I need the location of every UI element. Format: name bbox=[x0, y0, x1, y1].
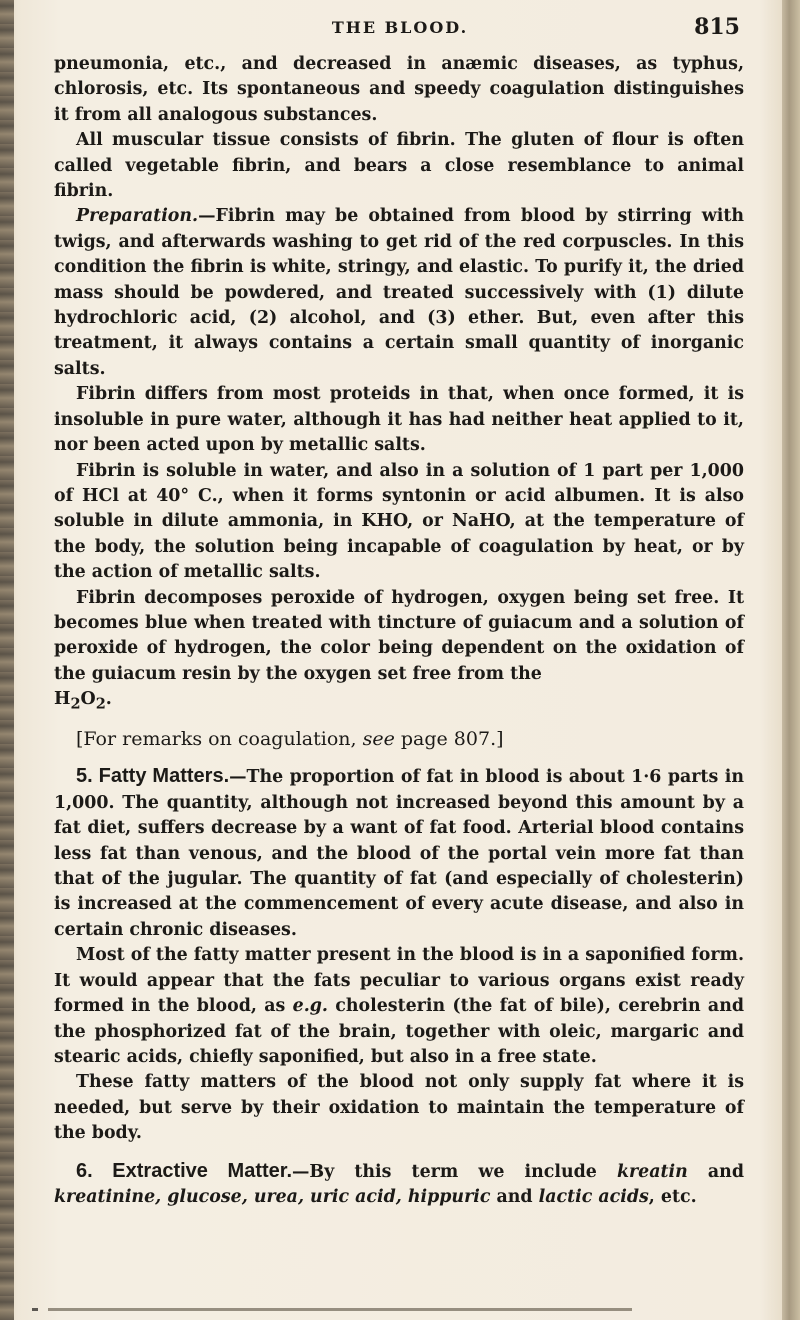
paragraph-text: —The proportion of fat in blood is about 1·6 parts in 1,000. The quantity, although not increased beyond this amount by a fat diet, suffers decrease by a want of fat food. Arterial blood contains less fat than venous, and the blood of the portal vein more fat than that of the jugular. The quantity of fat (and especially of cholesterin) is increased at the commencement of every acute disease, and also in certain chronic diseases. bbox=[54, 767, 744, 940]
paragraph bbox=[54, 943, 744, 1070]
paragraph-text: , etc. bbox=[648, 1186, 697, 1207]
formula-sub: 2 bbox=[95, 695, 106, 713]
paragraph bbox=[54, 52, 744, 128]
ref-text: [For remarks on coagulation, bbox=[76, 728, 363, 751]
preparation-lead: Preparation. bbox=[76, 206, 199, 227]
paragraph-text: and bbox=[490, 1186, 539, 1207]
formula-o: O bbox=[80, 689, 96, 710]
paragraph-text: Fibrin decomposes peroxide of hydrogen, oxygen being set free. It becomes blue when treated with tincture of guiacum and a solution of peroxide of hydrogen, the color being dependent on the oxidation of the guiacum resin by the oxygen set free from the bbox=[54, 587, 744, 684]
paragraph-text: Fibrin is soluble in water, and also in a solution of 1 part per 1,000 of HCl at 40° C., when it forms syntonin or acid albumen. It is also soluble in dilute ammonia, in KHO, or NaHO, at the temperature of the body, the solution being incapable of coagulation by heat, or by the action of metallic salts. bbox=[54, 460, 744, 583]
formula-sub: 2 bbox=[70, 695, 81, 713]
formula-h: H bbox=[54, 689, 71, 710]
term-list: kreatinine, glucose, urea, uric acid, hippuric bbox=[54, 1186, 491, 1207]
body-text bbox=[54, 52, 744, 1210]
paragraph bbox=[54, 459, 744, 586]
term-kreatin: kreatin bbox=[616, 1161, 688, 1182]
chemical-formula bbox=[54, 687, 744, 717]
paragraph bbox=[54, 1070, 744, 1146]
formula-end: . bbox=[105, 689, 112, 710]
term-lactic-acids: lactic acids bbox=[538, 1186, 649, 1207]
ref-text: page 807.] bbox=[394, 728, 504, 751]
paragraph bbox=[54, 586, 744, 688]
paragraph-text: —By this term we include bbox=[292, 1161, 617, 1182]
page-bottom-edge bbox=[32, 1308, 632, 1311]
page-number: 815 bbox=[694, 14, 740, 40]
paragraph-text: Fibrin differs from most proteids in that, when once formed, it is insoluble in pure water, although it has had neither heat applied to it, nor been acted upon by metallic salts. bbox=[54, 384, 744, 456]
paragraph-text: Most of the fatty matter present in the blood is in a saponified form. It would appear that the fats peculiar to various organs exist ready formed in the blood, as bbox=[54, 945, 744, 1017]
right-page-edge bbox=[782, 0, 800, 1320]
eg-abbrev: e.g. bbox=[292, 996, 328, 1017]
paragraph-text: cholesterin (the fat of bile), cerebrin and the phosphorized fat of the brain, together with oleic, margaric and stearic acids, chiefly saponified, but also in a free state. bbox=[54, 996, 745, 1067]
paragraph bbox=[54, 128, 744, 204]
paragraph bbox=[54, 382, 744, 458]
paragraph-preparation bbox=[54, 204, 744, 382]
ref-see: see bbox=[362, 728, 395, 751]
section-fatty-matters bbox=[54, 764, 744, 943]
paragraph-text: All muscular tissue consists of fibrin. The gluten of flour is often called vegetable fibrin, and bears a close resemblance to animal fibrin. bbox=[54, 130, 744, 202]
paragraph-text: and bbox=[687, 1161, 744, 1182]
running-head: THE BLOOD. bbox=[331, 18, 469, 37]
paragraph-text: These fatty matters of the blood not only supply fat where it is needed, but serve by their oxidation to maintain the temperature of the body. bbox=[54, 1072, 744, 1144]
cross-reference bbox=[54, 727, 744, 752]
paragraph-text: pneumonia, etc., and decreased in anæmic diseases, as typhus, chlorosis, etc. Its spontaneous and speedy coagulation distinguishes it from all analogous substances. bbox=[54, 54, 744, 125]
paragraph-text: —Fibrin may be obtained from blood by stirring with twigs, and afterwards washing to get rid of the red corpuscles. In this condition the fibrin is white, stringy, and elastic. To purify it, the dried mass should be powdered, and treated successively with (1) dilute hydrochloric acid, (2) alcohol, and (3) ether. But, even after this treatment, it always contains a certain small quantity of inorganic salts. bbox=[54, 206, 744, 379]
section-heading: 6. Extractive Matter. bbox=[76, 1159, 293, 1182]
section-heading: 5. Fatty Matters. bbox=[76, 765, 230, 788]
left-binding-edge bbox=[0, 0, 14, 1320]
page-header bbox=[0, 14, 800, 40]
section-extractive-matter bbox=[54, 1159, 744, 1211]
